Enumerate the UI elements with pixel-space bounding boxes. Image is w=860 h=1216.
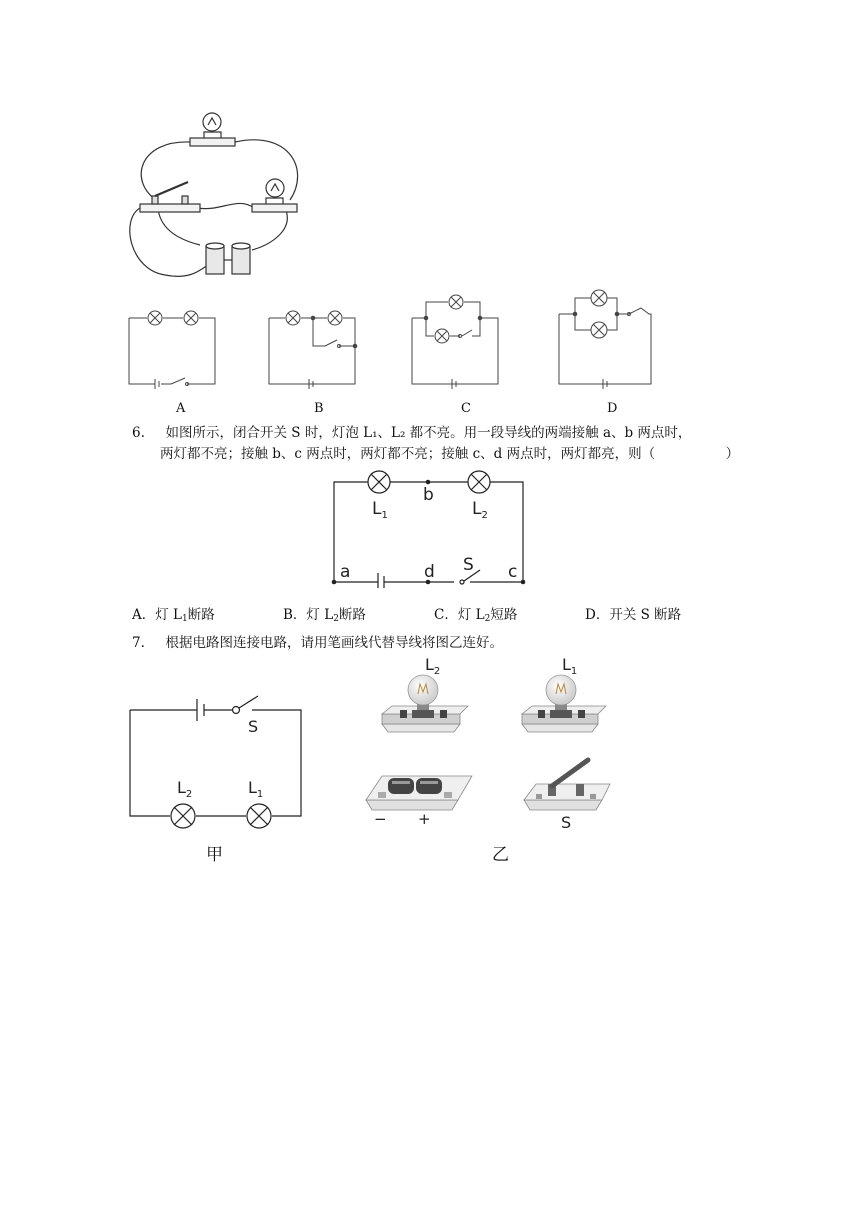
q6-text-line1: 如图所示，闭合开关 S 时，灯泡 L₁、L₂ 都不亮。用一段导线的两端接触 a、b 两点时， <box>165 425 692 441</box>
q6-number: 6. <box>132 425 145 441</box>
q5-option-b-diagram <box>265 308 360 390</box>
q7-number: 7. <box>132 635 145 651</box>
q5-option-a-diagram <box>125 308 220 390</box>
q5-option-d-label[interactable]: D <box>607 401 618 416</box>
q6-text-line2: 两灯都不亮；接触 b、c 两点时，两灯都不亮；接触 c、d 两点时，两灯都亮，则（ <box>160 446 656 462</box>
q7-yi-label-s: S <box>561 813 572 832</box>
q5-option-a-label[interactable]: A <box>176 401 186 416</box>
q6-text-close: ） <box>725 446 740 462</box>
q7-jia-label-l2: $L_2$ <box>177 778 193 800</box>
q6-label-l2: $L_2$ <box>472 499 488 521</box>
q6-label-a: a <box>340 562 351 582</box>
q6-stem-line2 <box>160 443 739 465</box>
q6-choice-d[interactable]: D．开关 S 断路 <box>585 607 682 623</box>
q7-yi-label-l2: $L_2$ <box>425 655 441 677</box>
q7-jia-label-s: S <box>248 717 259 736</box>
q6-label-l1: $L_1$ <box>372 499 388 521</box>
q7-fig-yi-caption: 乙 <box>492 845 509 865</box>
q6-label-d: d <box>424 562 435 582</box>
q7-stem <box>132 632 503 654</box>
q7-yi-label-l1: $L_1$ <box>562 655 578 677</box>
q6-label-s: S <box>463 555 474 575</box>
q5-option-d-diagram <box>555 286 655 390</box>
q7-yi-switch[interactable] <box>524 760 610 810</box>
q5-option-c-diagram <box>408 292 503 390</box>
q6-stem <box>132 422 691 444</box>
q6-circuit-diagram <box>326 464 532 588</box>
q6-label-c: c <box>508 562 518 582</box>
q7-fig-jia-schematic <box>124 686 310 830</box>
q5-option-b-label[interactable]: B <box>314 401 324 416</box>
q7-yi-label-plus: + <box>418 810 431 828</box>
q7-fig-yi-components <box>362 652 612 832</box>
q6-choice-c[interactable]: C．灯 $L_2$短路 <box>434 607 518 624</box>
q7-yi-battery-holder[interactable] <box>366 776 472 810</box>
q7-fig-jia-caption: 甲 <box>206 845 223 865</box>
q7-jia-label-l1: $L_1$ <box>248 778 264 800</box>
q5-physical-circuit <box>120 100 320 285</box>
q6-choice-b[interactable]: B．灯 $L_2$断路 <box>283 607 366 624</box>
q5-option-c-label[interactable]: C <box>461 401 471 416</box>
q6-choice-a[interactable]: A．灯 $L_1$断路 <box>132 607 215 624</box>
q7-yi-label-minus: − <box>374 810 387 828</box>
q7-text: 根据电路图连接电路，请用笔画线代替导线将图乙连好。 <box>165 635 503 651</box>
q7-yi-lamp-l2[interactable] <box>382 675 468 732</box>
q6-label-b: b <box>423 485 434 505</box>
q7-yi-lamp-l1[interactable] <box>522 675 606 732</box>
